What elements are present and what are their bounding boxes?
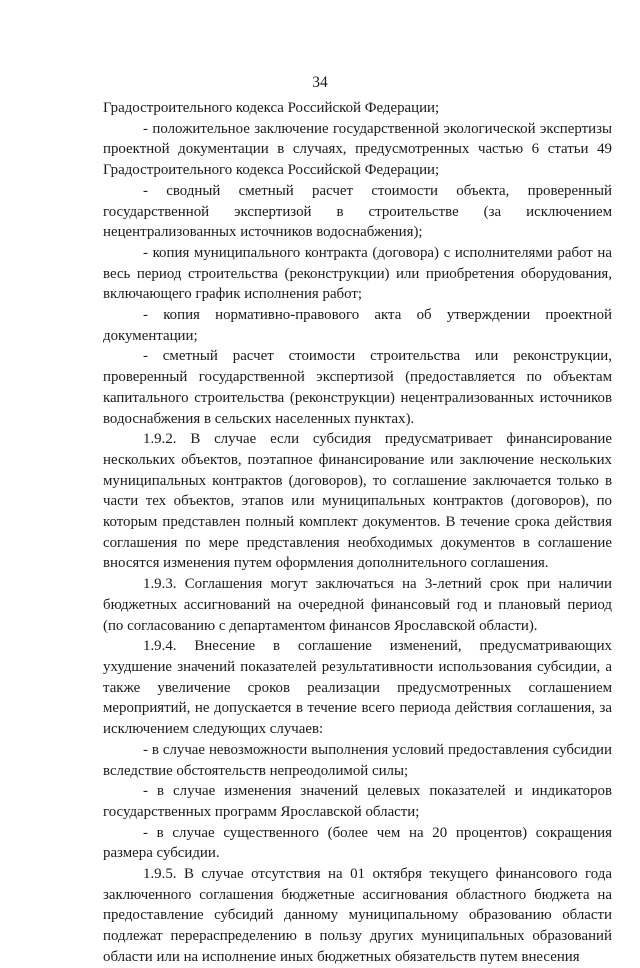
paragraph: - в случае невозможности выполнения условий предоставления субсидии вследствие обстоятельств непреодолимой силы; <box>103 741 612 779</box>
paragraph: - положительное заключение государственной экологической экспертизы проектной документации в случаях, предусмотренных частью 6 статьи 49 Градостроительного кодекса Российской Федерации; <box>103 120 612 179</box>
paragraph: 1.9.3. Соглашения могут заключаться на 3-летний срок при наличии бюджетных ассигнований на очередной финансовый год и плановый период (по согласованию с департаментом финансов Ярославской области). <box>103 576 612 634</box>
paragraph: 1.9.2. В случае если субсидия предусматривает финансирование нескольких объектов, поэтапное финансирование или заключение нескольких муниципальных контрактов (договоров), то соглашение заключается только в части тех объектов, этапов или муниципальных контрактов (договоров), по которым представлен полный комплект документов. В течение срока действия соглашения по мере представления необходимых документов в соглашение вносятся изменения путем оформления дополнительного соглашения. <box>103 431 612 572</box>
paragraph: 1.9.4. Внесение в соглашение изменений, предусматривающих ухудшение значений показателей результативности использования субсидии, а также увеличение сроков реализации предусмотренных соглашением мероприятий, не допускается в течение всего периода действия соглашения, за исключением следующих случаев: <box>103 638 612 738</box>
paragraph: - в случае изменения значений целевых показателей и индикаторов государственных программ Ярославской области; <box>103 783 612 820</box>
paragraph: - сводный сметный расчет стоимости объекта, проверенный государственной экспертизой в строительстве (за исключением нецентрализованных источников водоснабжения); <box>103 182 612 241</box>
paragraph: - в случае существенного (более чем на 20 процентов) сокращения размера субсидии. <box>103 824 612 862</box>
document-body <box>103 98 612 968</box>
paragraph: 1.9.5. В случае отсутствия на 01 октября текущего финансового года заключенного соглашения бюджетные ассигнования областного бюджета на предоставление субсидий данному муниципальному образованию области подлежат перераспределению в пользу других муниципальных образований области или на исполнение иных бюджетных обязательств путем внесения <box>103 866 612 965</box>
paragraph: - копия муниципального контракта (договора) с исполнителями работ на весь период строительства (реконструкции) или приобретения оборудования, включающего график исполнения работ; <box>103 244 612 303</box>
paragraph: - сметный расчет стоимости строительства или реконструкции, проверенный государственной экспертизой (предоставляется по объектам капитального строительства (реконструкции) нецентрализованных источников водоснабжения в сельских населенных пунктах). <box>103 348 612 427</box>
page-number: 34 <box>312 74 328 91</box>
paragraph: Градостроительного кодекса Российской Федерации; <box>103 100 440 116</box>
paragraph: - копия нормативно-правового акта об утверждении проектной документации; <box>103 307 612 344</box>
